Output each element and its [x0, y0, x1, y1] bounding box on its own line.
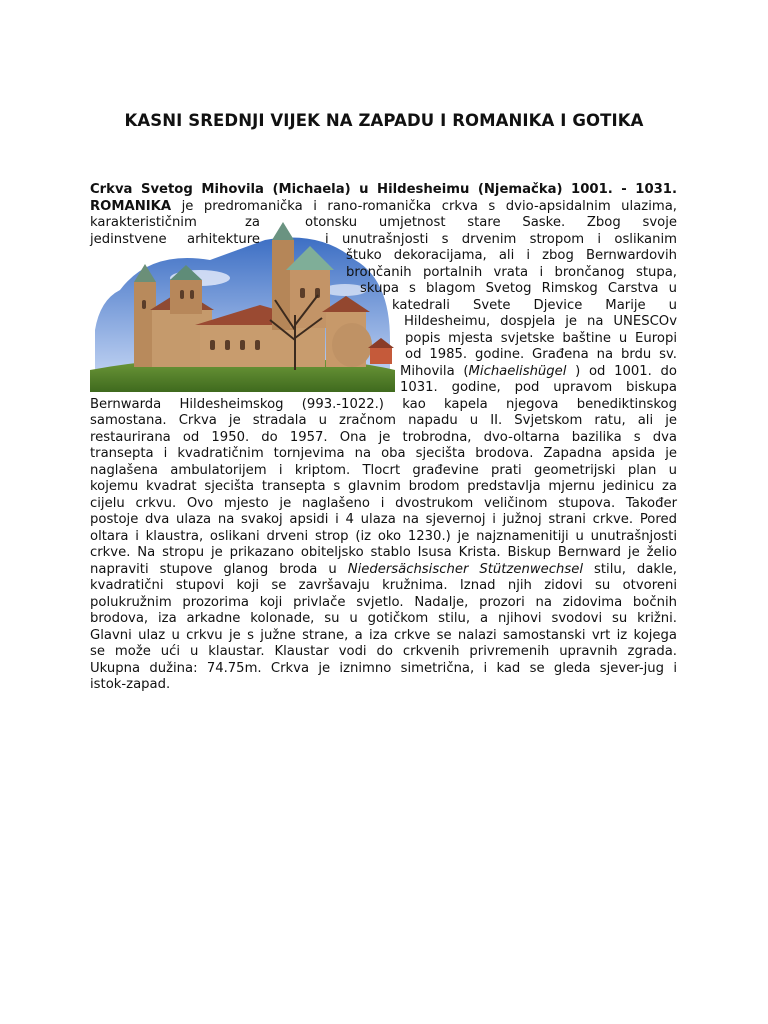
text-segment: cijelu crkvu. Ovo mjesto je naglašeno i dvostrukom veličinom stupova. Također [90, 495, 677, 511]
text-segment: Bernwarda Hildesheimskog (993.-1022.) kao kapela njegova benediktinskog [90, 396, 677, 412]
text-segment: katedrali Svete Djevice Marije u [392, 297, 677, 313]
text-line [90, 430, 677, 447]
text-line [400, 364, 677, 381]
text-segment: skupa s blagom Svetog Rimskog Carstva u [360, 281, 677, 296]
text-segment: Crkva Svetog Mihovila (Michaela) u Hildesheimu (Njemačka) 1001. - 1031. [90, 182, 677, 197]
text-segment: istok-zapad. [90, 677, 171, 692]
text-line [90, 677, 677, 694]
text-segment: štuko dekoracijama, ali i zbog Bernwardovih [346, 248, 677, 263]
text-line [346, 265, 677, 282]
text-line [90, 611, 677, 628]
text-line [90, 182, 677, 199]
text-line [90, 512, 677, 529]
text-line [305, 215, 677, 232]
text-line [90, 446, 677, 463]
text-segment: naglašena ambulatorijem i kriptom. Tlocrt građevine prati geometrijski plan u [90, 462, 677, 478]
text-segment: postoje dva ulaza na svakoj apsidi i 4 ulaza na sjevernoj i južnoj strani crkve. Pored [90, 512, 677, 527]
text-line [392, 298, 677, 315]
text-segment: je predromanička i rano-romanička crkva s dvio-apsidalnim ulazima, [171, 198, 677, 214]
text-segment: jedinstvene arhitekture [90, 231, 260, 247]
text-segment: Ukupna dužina: 74.75m. Crkva je iznimno simetrična, i kad se gleda sjever-jug i [90, 660, 677, 676]
text-segment: Michaelishügel [468, 363, 567, 379]
text-segment: transepta i kvadratičnim tornjevima na oba sjecišta brodova. Zapadna apsida je [90, 446, 677, 461]
text-line [325, 232, 677, 249]
text-segment: kojemu kvadrat sjecišta transepta s glavnim brodom predstavlja mjernu jedinicu za [90, 479, 677, 494]
text-line [404, 314, 677, 331]
text-segment: stilu, dakle, [583, 561, 677, 577]
text-line [90, 595, 677, 612]
text-line [90, 661, 677, 678]
text-line [400, 380, 677, 397]
text-segment: oltara i klaustra, oslikani drveni strop (iz oko 1230.) je najznamenitiji u unutrašnjosti [90, 528, 677, 544]
text-segment: Hildesheimu, dospjela je na UNESCOv [404, 314, 677, 329]
text-segment: ROMANIKA [90, 198, 172, 214]
text-segment: Mihovila ( [400, 363, 469, 379]
text-line [360, 281, 677, 298]
text-line [405, 331, 677, 348]
text-line [90, 562, 677, 579]
text-line [90, 578, 677, 595]
text-segment: ) od 1001. do [566, 363, 677, 379]
text-line [90, 215, 260, 232]
text-segment: od 1985. godine. Građena na brdu sv. [405, 347, 677, 362]
text-segment: popis mjesta svjetske baštine u Europi [405, 330, 677, 346]
text-line [90, 413, 677, 430]
text-line [90, 545, 677, 562]
text-segment: otonsku umjetnost stare Saske. Zbog svoje [305, 215, 677, 230]
text-line [90, 479, 677, 496]
text-line [346, 248, 677, 265]
text-line [90, 628, 677, 645]
text-segment: kvadratični stupovi koji se završavaju kružnima. Iznad njih zidovi su otvoreni [90, 578, 677, 593]
text-line [90, 496, 677, 513]
text-segment: polukružnim prozorima koji privlače svjetlo. Nadalje, prozori na zidovima bočnih [90, 594, 677, 610]
text-line [90, 529, 677, 546]
text-segment: crkve. Na stropu je prikazano obiteljsko stablo Isusa Krista. Biskup Bernward je želio [90, 545, 677, 560]
page-title: KASNI SREDNJI VIJEK NA ZAPADU I ROMANIKA I GOTIKA [124, 111, 644, 130]
text-segment: restaurirana od 1950. do 1957. Ona je trobrodna, dvo-oltarna bazilika s dva [90, 429, 677, 445]
text-segment: se može ući u klaustar. Klaustar vodi do crkvenih privremenih upravnih zgrada. [90, 644, 677, 659]
text-segment: karakterističnim za [90, 215, 260, 230]
text-segment: brodova, iza arkadne kolonade, su u gotičkom stilu, a njihovi svodovi su križni. [90, 611, 677, 626]
text-line [90, 644, 677, 661]
text-segment: brončanih portalnih vrata i brončanog stupa, [346, 264, 677, 280]
text-line [90, 199, 677, 216]
text-segment: Glavni ulaz u crkvu je s južne strane, a iza crkve se nalazi samostanski vrt iz kojega [90, 627, 677, 643]
text-line [90, 232, 260, 249]
text-segment: samostana. Crkva je stradala u zračnom napadu u II. Svjetskom ratu, ali je [90, 413, 677, 428]
text-segment: napraviti stupove glanog broda u [90, 561, 348, 577]
text-segment: i unutrašnjosti s drvenim stropom i oslikanim [325, 231, 677, 247]
text-line [405, 347, 677, 364]
text-line [90, 397, 677, 414]
text-line [90, 463, 677, 480]
text-segment: 1031. godine, pod upravom biskupa [400, 380, 677, 395]
text-segment: Niedersächsischer Stützenwechsel [347, 561, 583, 577]
